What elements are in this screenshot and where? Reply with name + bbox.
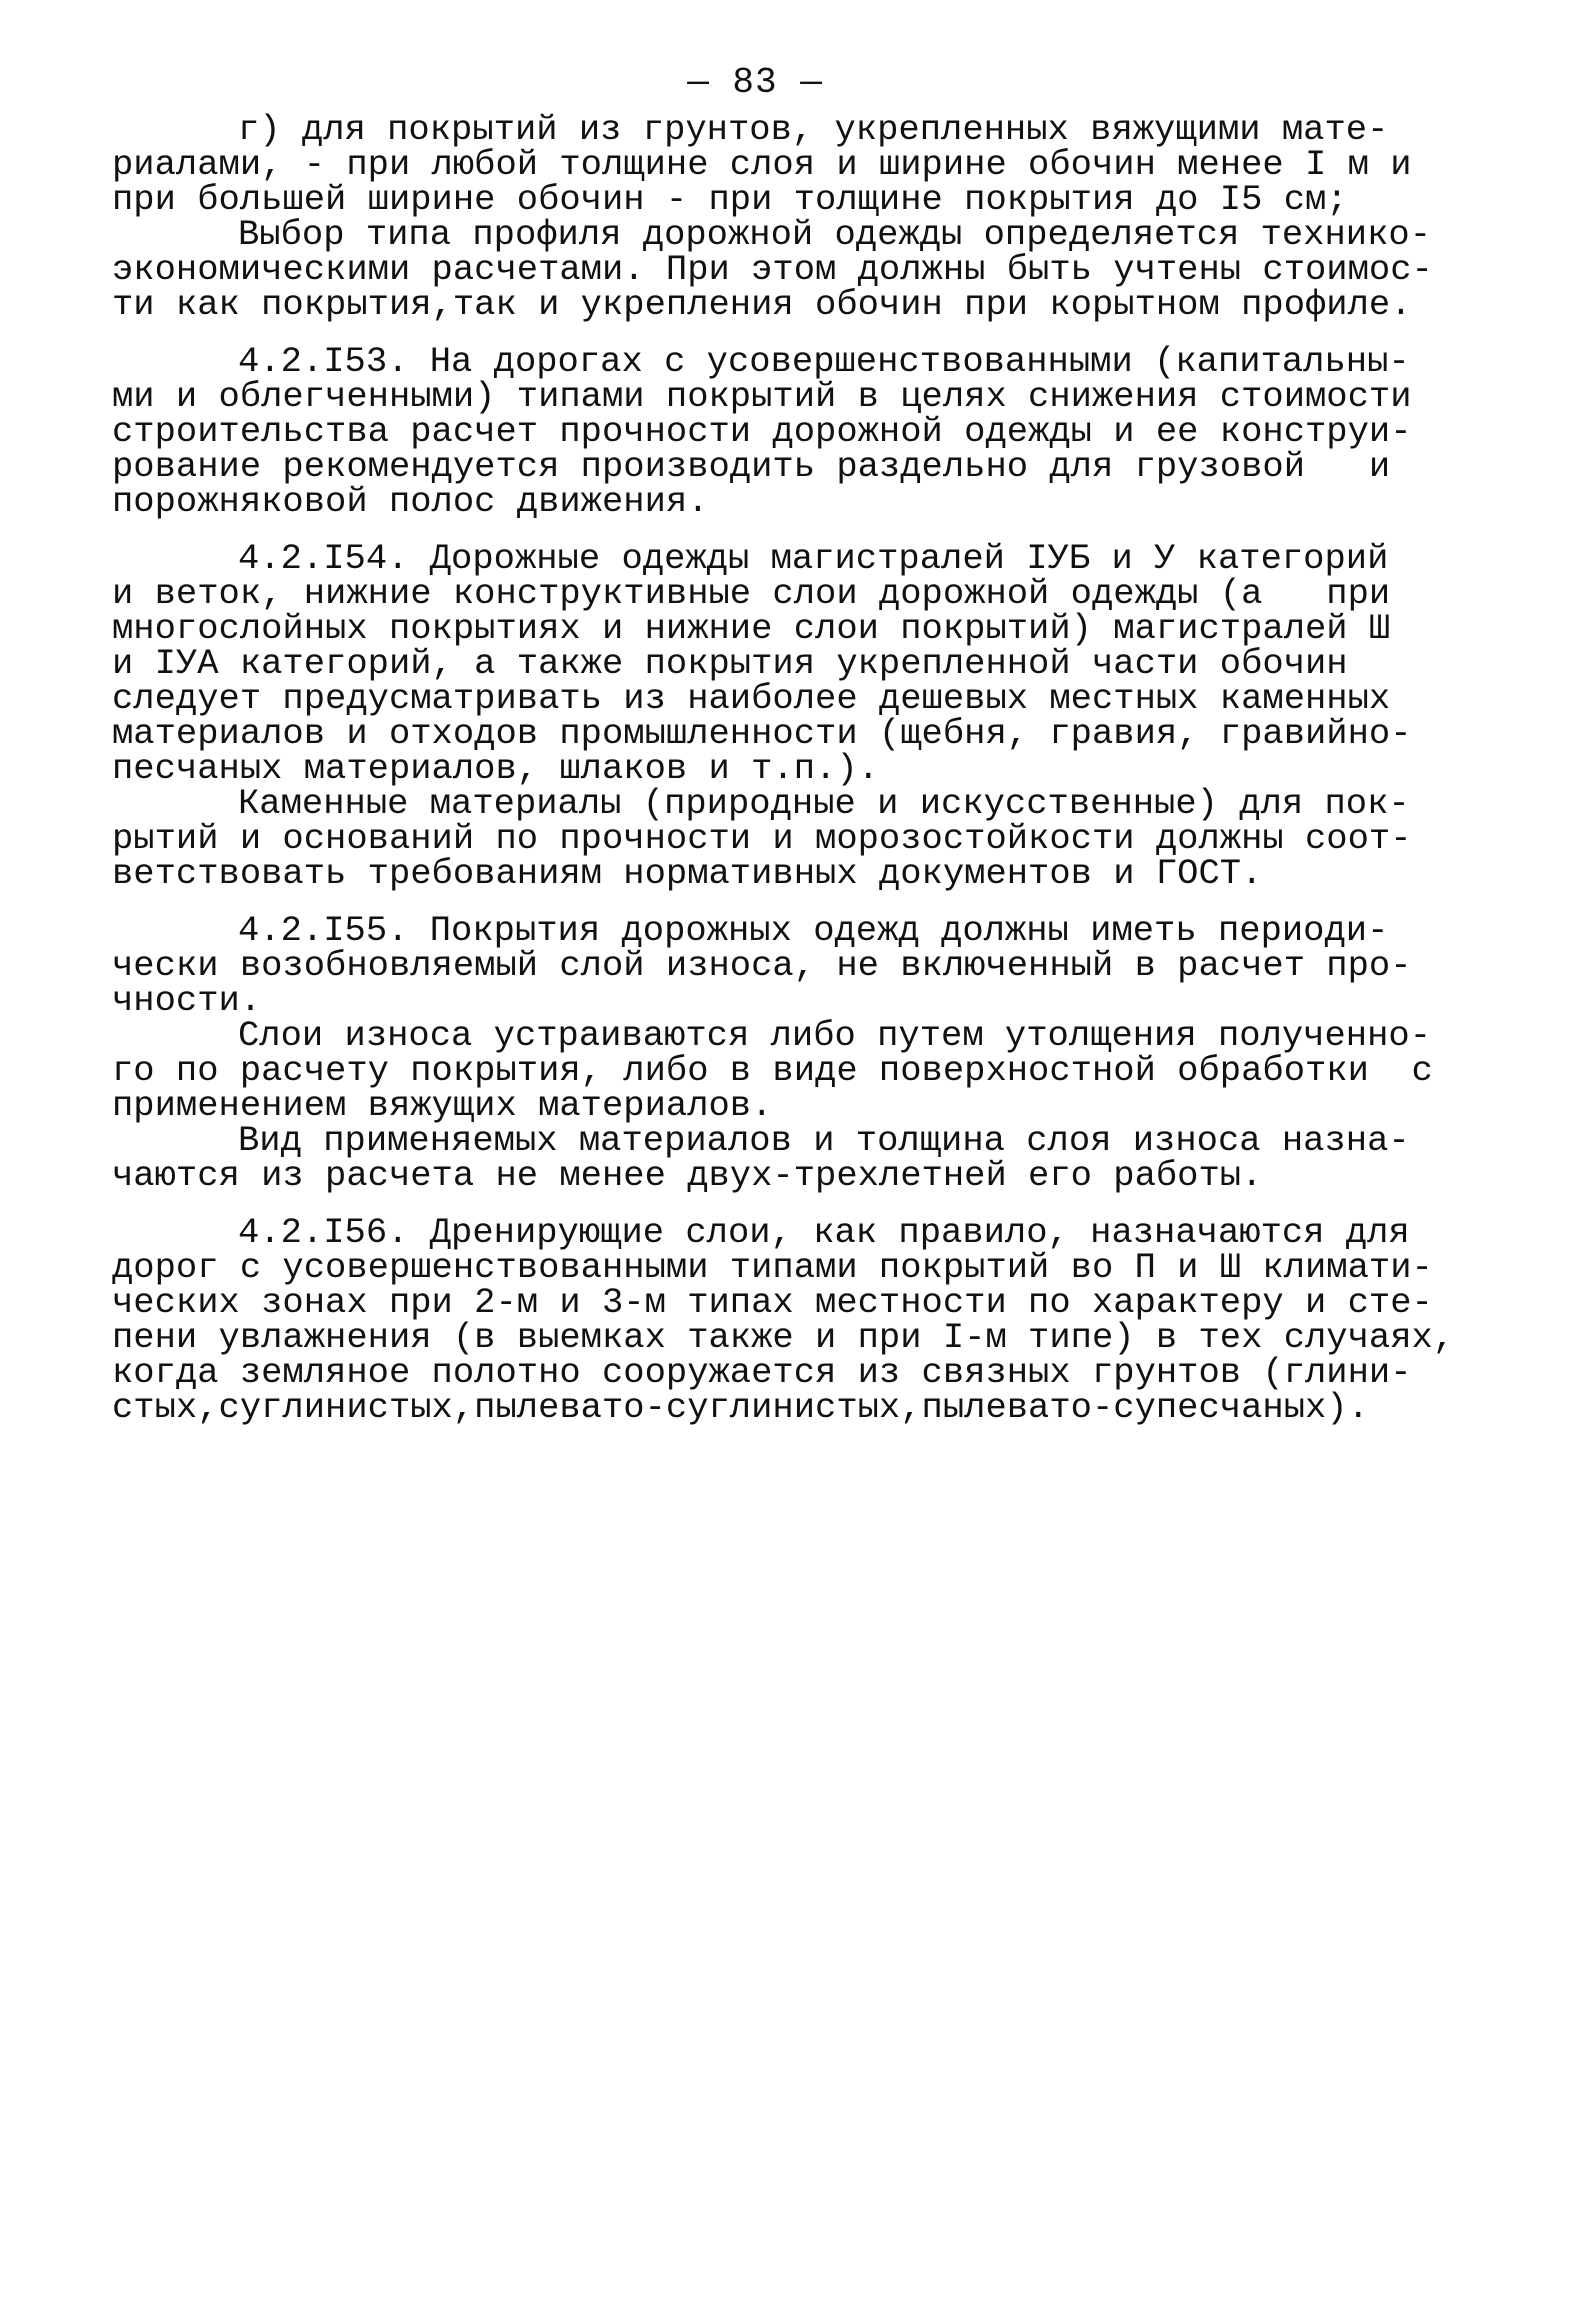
text-line: риалами, - при любой толщине слоя и ширине обочин менее I м и (112, 144, 1412, 185)
text-line: строительства расчет прочности дорожной одежды и ее конструи- (112, 411, 1412, 452)
text-line: 4.2.I56. Дренирующие слои, как правило, назначаются для (238, 1212, 1410, 1253)
text-line: при большей ширине обочин - при толщине покрытия до I5 см; (112, 179, 1348, 220)
text-line: материалов и отходов промышленности (щебня, гравия, гравийно- (112, 713, 1412, 754)
text-line: го по расчету покрытия, либо в виде поверхностной обработки с (112, 1050, 1433, 1091)
text-line: дорог с усовершенствованными типами покрытий во П и Ш климати- (112, 1247, 1433, 1288)
text-line: ческих зонах при 2-м и 3-м типах местности по характеру и сте- (112, 1282, 1433, 1323)
text-line: 4.2.I54. Дорожные одежды магистралей IУБ и У категорий (238, 538, 1389, 579)
text-line: Каменные материалы (природные и искусственные) для пок- (238, 783, 1410, 824)
text-line: многослойных покрытиях и нижние слои покрытий) магистралей Ш (112, 608, 1391, 649)
text-line: чаются из расчета не менее двух-трехлетней его работы. (112, 1155, 1263, 1196)
text-line: стых,суглинистых,пылевато-суглинистых,пылевато-супесчаных). (112, 1387, 1369, 1428)
text-line: и IУА категорий, а также покрытия укрепленной части обочин (112, 643, 1348, 684)
text-line: когда земляное полотно сооружается из связных грунтов (глини- (112, 1352, 1412, 1393)
text-line: чески возобновляемый слой износа, не включенный в расчет про- (112, 945, 1412, 986)
text-line: порожняковой полос движения. (112, 481, 709, 522)
text-line: Слои износа устраиваются либо путем утолщения полученно- (238, 1015, 1431, 1056)
text-line: г) для покрытий из грунтов, укрепленных вяжущими мате- (238, 109, 1389, 150)
text-line: следует предусматривать из наиболее дешевых местных каменных (112, 678, 1391, 719)
text-line: 4.2.I55. Покрытия дорожных одежд должны иметь периоди- (238, 910, 1389, 951)
text-line: Вид применяемых материалов и толщина слоя износа назна- (238, 1120, 1410, 1161)
text-line: пени увлажнения (в выемках также и при I-м типе) в тех случаях, (112, 1317, 1455, 1358)
text-line: применением вяжущих материалов. (112, 1085, 773, 1126)
text-line: ти как покрытия,так и укрепления обочин при корытном профиле. (112, 284, 1412, 325)
text-line: песчаных материалов, шлаков и т.п.). (112, 748, 879, 789)
text-line: 4.2.I53. На дорогах с усовершенствованными (капитальны- (238, 341, 1410, 382)
text-line: рытий и оснований по прочности и морозостойкости должны соот- (112, 818, 1412, 859)
text-line: и веток, нижние конструктивные слои дорожной одежды (а при (112, 573, 1391, 614)
text-line: рование рекомендуется производить раздельно для грузовой и (112, 446, 1391, 487)
text-line: ми и облегченными) типами покрытий в целях снижения стоимости (112, 376, 1412, 417)
text-line: Выбор типа профиля дорожной одежды определяется технико- (238, 214, 1431, 255)
page-number: — 83 — (687, 62, 823, 103)
text-line: ветствовать требованиям нормативных документов и ГОСТ. (112, 853, 1263, 894)
text-line: чности. (112, 980, 262, 1021)
text-line: экономическими расчетами. При этом должны быть учтены стоимос- (112, 249, 1433, 290)
